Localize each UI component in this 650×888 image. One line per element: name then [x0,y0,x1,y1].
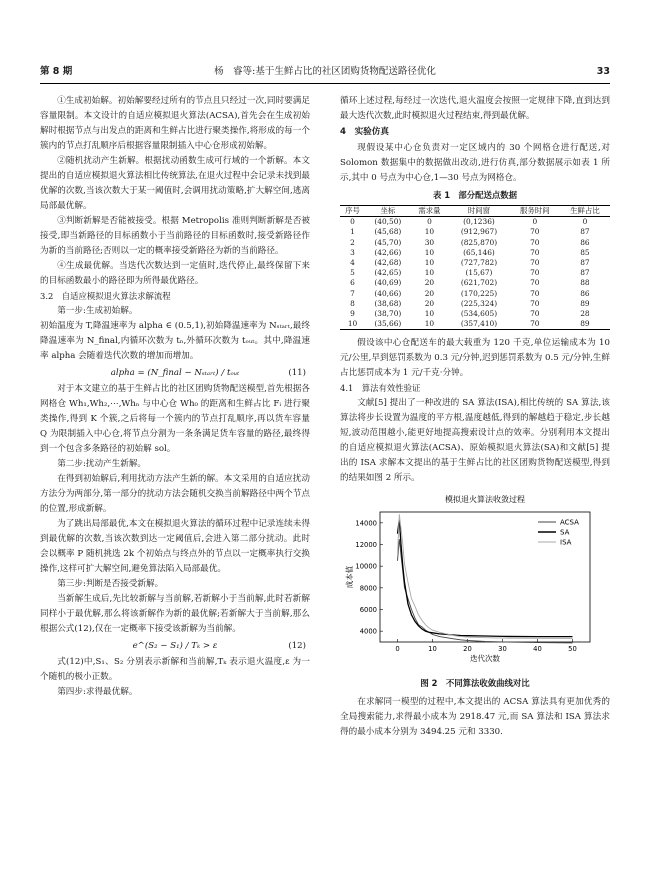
step-heading: 第二步:扰动产生新解。 [57,459,147,469]
table-body [340,217,610,330]
table-cell: (40,50) [374,217,402,227]
table-cell: 2 [350,237,355,247]
table-cell: 4 [350,258,355,268]
table-cell: 1 [350,227,355,237]
paragraph: 循环上述过程,每经过一次迭代,退火温度会按照一定规律下降,直到达到最大迭代次数,此时模拟退火过程结束,得到最优解。 [340,96,610,121]
equation-number: (12) [288,641,306,651]
table-cell: 0 [532,217,538,227]
header-rule [40,83,610,84]
table-cell: (170,225) [460,288,498,298]
table-cell: 70 [530,227,540,237]
y-tick-label: 4000 [359,628,377,637]
table-header-cell: 序号 [345,206,360,215]
paragraph: ②随机扰动产生新解。根据扰动函数生成可行域的一个新解。本文提出的自适应模拟退火算法相比传统算法,在退火过程中会记录未找到最优解的次数,当该次数大于某一阈值时,会调用扰动策略,扩大解空间,逃离局部最优解。 [40,156,310,211]
table-row [340,289,610,299]
paragraph: ③判断新解是否能被接受。根据 Metropolis 准则判断新解是否被接受,即当新路径的目标函数小于当前路径的目标函数时,接受新路径作为新的当前路径;否则以一定的概率接受新路径为新的当前路径。 [40,216,310,256]
table-cell: 28 [580,309,590,319]
table-row [340,248,610,258]
page-number: 33 [596,66,610,77]
y-tick-label: 8000 [359,584,377,593]
table-cell: (15,67) [465,268,493,278]
plot-frame [380,512,590,642]
x-axis-label: 迭代次数 [470,654,500,664]
x-tick-label: 40 [533,645,542,654]
section-heading-4-1: 4.1 算法有效性验证 [340,383,421,394]
table-cell: 70 [530,278,540,288]
table-cell: 0 [427,217,432,227]
paragraph: ①生成初始解。初始解要经过所有的节点且只经过一次,同时要满足容量限制。本文设计的自适应模拟退火算法(ACSA),首先会在生成初始解时根据节点与出发点的距离和生鲜占比进行聚类操作,将形成的每一个簇内的节点打乱顺序后根据容量限制插入中心仓形成初始解。 [40,96,310,151]
series-line-acsa [398,540,573,644]
equation-11 [40,364,310,382]
equation-body: alpha = (N_final − Nₛₜₐᵣₜ) / tₒᵤₜ [110,368,240,378]
table-cell: 8 [350,298,355,308]
table-cell: (42,66) [374,247,402,257]
table-cell: (534,605) [460,309,498,319]
table-cell: 88 [580,278,590,288]
table-cell: (38,68) [374,298,402,308]
table-cell: 20 [424,288,435,298]
table-cell: (35,66) [374,319,402,329]
table-cell: (727,782) [460,258,498,268]
step-heading: 第一步:生成初始解。 [57,306,138,316]
paragraph: 文献[5] 提出了一种改进的 SA 算法(ISA),相比传统的 SA 算法,该算法将步长设置为温度的平方根,温度越低,得到的解越趋于稳定,步长越短,波动范围越小,能更好地提高搜索设计点的效率。分别利用本文提出的自适应模拟退火算法(ACSA)、原始模拟退火算法(SA)和文献[5] 提出的 ISA 求解本文提出的基于生鲜占比的社区团购货物配送模型,得到的结果如图 2 所示。 [340,398,610,484]
x-tick-label: 0 [395,645,400,654]
table-cell: 87 [580,268,590,278]
paragraph: 初始温度为 T,降温速率为 alpha ∈ (0.5,1),初始降温速率为 Nₛₜₐᵣₜ,最终降温速率为 N_final,内循环次数为 tₙ,外循环次数为 tₒᵤₜ。其中,降温速率 alpha 会随着迭代次数的增加而增加。 [40,321,310,361]
table-cell: (42,65) [374,268,402,278]
chart-title: 模拟退火算法收敛过程 [445,495,525,505]
equation-number: (11) [288,368,306,378]
table-cell: (40,69) [374,278,402,288]
table-header-cell: 时间窗 [467,206,491,215]
table-cell: (825,870) [460,237,498,247]
table-cell: (45,68) [374,227,402,237]
table-cell: (42,68) [374,258,402,268]
table-row [340,319,610,330]
table-cell: (65,146) [463,247,495,257]
table-cell: 10 [347,319,358,329]
paragraph: 为了跳出局部最优,本文在模拟退火算法的循环过程中记录连续未得到最优解的次数,当该次数到达一定阈值后,会进入第二部分扰动。此时会以概率 P 随机挑选 2k 个初始点与终点外的节点以一定概率执行交换操作,这样可扩大解空间,避免算法陷入局部最优。 [40,519,310,574]
paragraph: 在得到初始解后,利用扰动方法产生新的解。本文采用的自适应扰动方法分为两部分,第一部分的扰动方法会随机交换当前解路径中两个节点的位置,形成新解。 [40,474,310,514]
y-tick-label: 14000 [355,519,377,528]
table-header-cell: 需求量 [418,206,441,215]
table-cell: 86 [580,237,590,247]
table-header-cell: 坐标 [380,206,396,215]
table-cell: 70 [530,258,540,268]
left-column [40,94,310,700]
section-heading-3-2: 3.2 自适应模拟退火算法求解流程 [40,291,171,301]
table-cell: 5 [350,268,355,278]
table-cell: 70 [530,319,540,329]
series-line-sa [398,520,573,637]
legend-label: SA [560,528,570,537]
table-cell: 70 [530,288,540,298]
equation-body: e^(S₂ − S₁) / Tₖ > ε [132,641,218,651]
table-cell: 0 [350,217,355,227]
table-cell: 10 [424,268,435,278]
table-header-row [340,206,610,217]
paragraph: 式(12)中,S₁、S₂ 分别表示新解和当前解,Tₖ 表示退火温度,ε 为一个随机的极小正数。 [40,657,310,682]
running-title: 杨 睿等:基于生鲜占比的社区团购货物配送路径优化 [214,66,436,77]
table-cell: 70 [530,309,540,319]
table-cell: 86 [580,288,590,298]
table-cell: 70 [530,298,540,308]
table-row [340,227,610,237]
paragraph: ④生成最优解。当迭代次数达到一定值时,迭代停止,最终保留下来的目标函数最小的路径即为所得最优路径。 [40,261,310,286]
table-cell: 89 [580,298,590,308]
table-cell: 20 [424,278,435,288]
y-axis-label: 成本值 [345,566,354,589]
series-line-isa [398,515,573,639]
table-cell: 70 [530,237,540,247]
legend-label: ISA [560,538,572,547]
table-row [340,309,610,319]
table-cell: (38,70) [374,309,402,319]
table-cell: 30 [424,237,435,247]
table-caption: 表 1 部分配送点数据 [432,190,518,200]
paragraph: 假设该中心仓配送车的最大载重为 120 千克,单位运输成本为 10 元/公里,早到惩罚系数为 0.3 元/分钟,迟到惩罚系数为 0.5 元/分钟,生鲜占比惩罚成本为 1 元/千克·分钟。 [340,338,610,379]
right-column [340,94,610,740]
table-cell: 70 [530,268,540,278]
paragraph: 对于本文建立的基于生鲜占比的社区团购货物配送模型,首先根据各网格仓 Wh₁,Wh₂,⋯,Whₙ 与中心仓 Wh₀ 的距离和生鲜占比 Fᵢ 进行聚类操作,得到 K 个簇,之后将每一个簇内的节点打乱顺序,再以货车容量 Q 为限制插入中心仓,将节点分割为一条条满足货车容量的路径,最终得到一个包含多条路径的初始解 sol。 [40,384,310,454]
table-cell: 10 [424,309,435,319]
paragraph: 当新解生成后,先比较新解与当前解,若新解小于当前解,此时若新解同样小于最优解,那么将该新解作为新的最优解;若新解大于当前解,那么根据公式(12),仅在一定概率下接受该新解为当前解。 [40,594,310,634]
delivery-points-table [340,205,610,330]
x-tick-label: 10 [428,645,437,654]
table-cell: 6 [350,278,355,288]
step-heading: 第三步:判断是否接受新解。 [57,579,164,589]
figure-caption: 图 2 不同算法收敛曲线对比 [420,678,530,689]
table-cell: 70 [530,247,540,257]
convergence-chart [340,490,610,668]
table-cell: 9 [350,309,355,319]
table-cell: 7 [350,288,355,298]
x-tick-label: 20 [463,645,472,654]
running-header [40,64,610,80]
table-cell: (357,410) [460,319,498,329]
equation-12 [40,637,310,655]
table-cell: 0 [582,217,588,227]
table-cell: 20 [424,298,435,308]
table-header-cell: 生鲜占比 [570,206,600,215]
table-cell: 89 [580,319,590,329]
table-cell: 10 [424,258,435,268]
table-cell: (0,1236) [463,217,495,227]
table-cell: 10 [424,319,435,329]
y-tick-label: 12000 [355,541,377,550]
table-cell: (40,66) [374,288,402,298]
table-cell: (912,967) [460,227,498,237]
table-row [340,238,610,248]
table-cell: 87 [580,227,590,237]
section-heading-4: 4 实验仿真 [340,127,389,137]
table-cell: 3 [350,247,355,257]
table-header-cell: 服务时间 [520,206,550,215]
table-row [340,268,610,278]
x-tick-label: 50 [568,645,577,654]
y-tick-label: 6000 [359,606,377,615]
table-cell: (225,324) [460,298,498,308]
x-tick-label: 30 [498,645,507,654]
paragraph: 现假设某中心仓负责对一定区域内的 30 个网格仓进行配送,对 Solomon 数据集中的数据做出改动,进行仿真,部分数据展示如表 1 所示,其中 0 号点为中心仓,1—30 号点为网格仓。 [340,143,610,183]
table-row [340,217,610,228]
paragraph: 在求解同一模型的过程中,本文提出的 ACSA 算法具有更加优秀的全局搜索能力,求得最小成本为 2918.47 元,而 SA 算法和 ISA 算法求得的最小成本分别为 3494.25 元和 3330. [340,697,610,738]
legend-label: ACSA [560,518,579,527]
step-heading: 第四步:求得最优解。 [57,687,138,697]
issue-number: 第 8 期 [40,66,73,77]
table-cell: 10 [424,247,435,257]
table-cell: (45,70) [374,237,402,247]
table-row [340,278,610,288]
table-cell: 87 [580,258,590,268]
table-cell: 85 [580,247,590,257]
table-row [340,299,610,309]
table-row [340,258,610,268]
y-tick-label: 10000 [355,563,377,572]
table-cell: 10 [424,227,435,237]
table-cell: (621,702) [460,278,498,288]
